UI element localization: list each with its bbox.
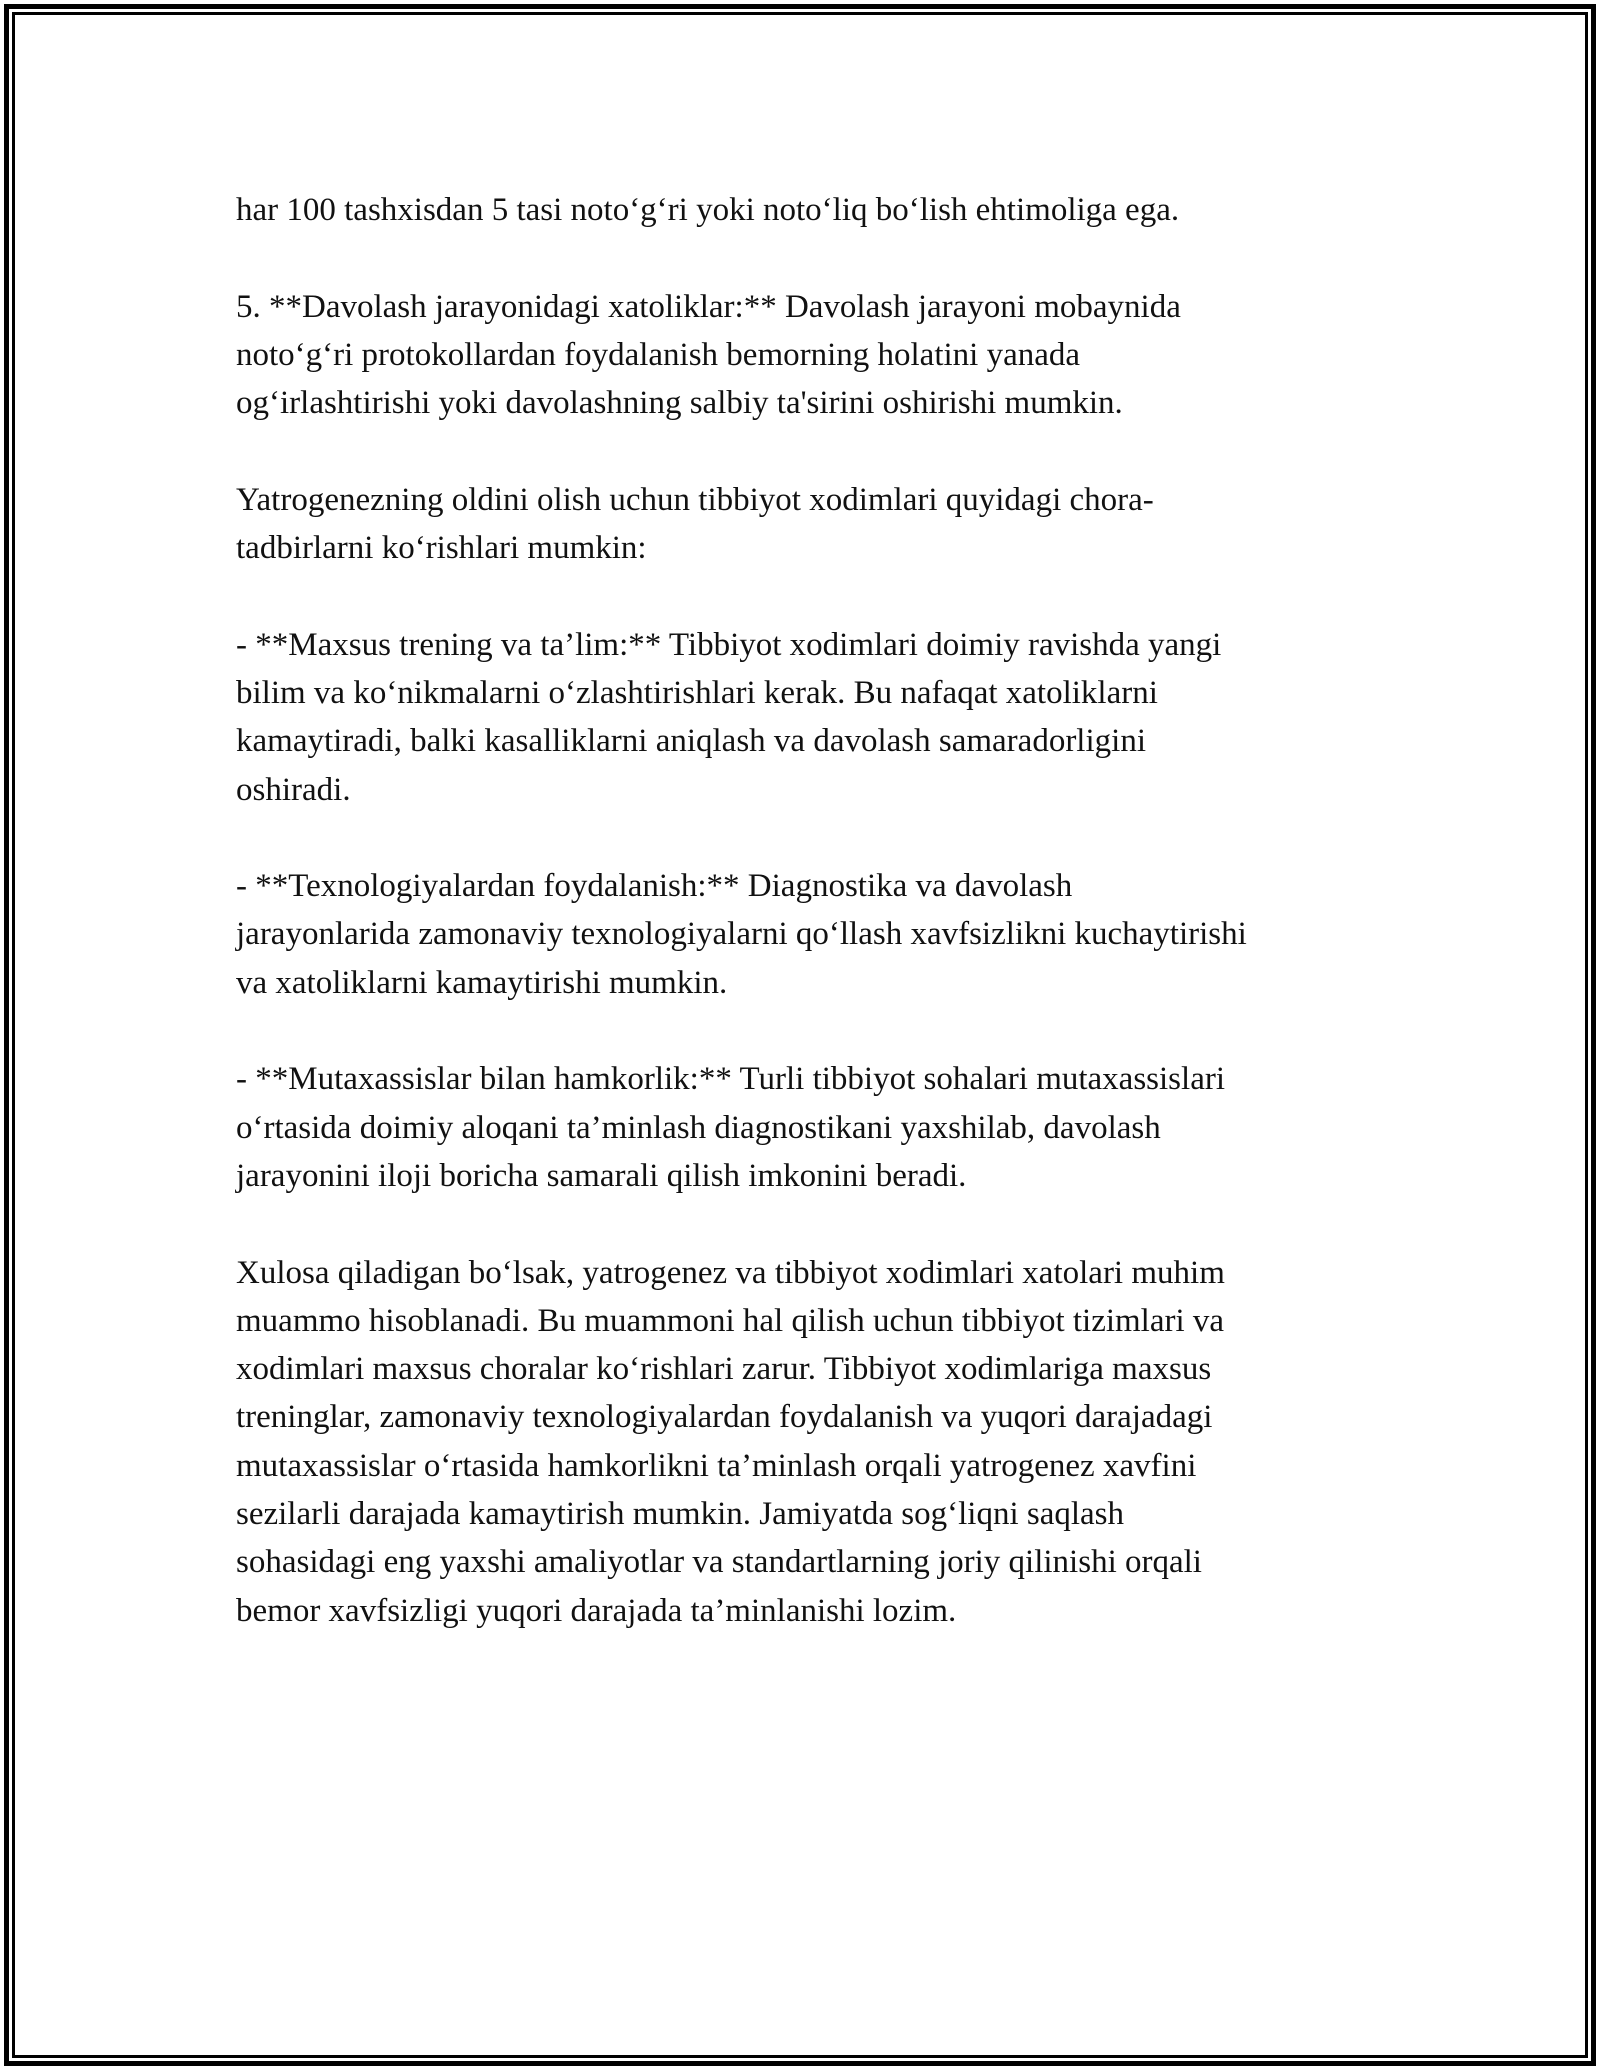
document-body (236, 186, 1386, 1683)
paragraph-conclusion: Xulosa qiladigan bo‘lsak, yatrogenez va tibbiyot xodimlari xatolari muhim muammo hisoblanadi. Bu muammoni hal qilish uchun tibbiyot tizimlari va xodimlari maxsus choralar ko‘rishlari zarur. Tibbiyot xodimlariga maxsus treninglar, zamonaviy texnologiyalardan foydalanish va yuqori darajadagi mutaxassislar o‘rtasida hamkorlikni ta’minlash orqali yatrogenez xavfini sezilarli darajada kamaytirish mumkin. Jamiyatda sog‘liqni saqlash sohasidagi eng yaxshi amaliyotlar va standartlarning joriy qilinishi orqali bemor xavfsizligi yuqori darajada ta’minlanishi lozim. (236, 1254, 1225, 1629)
paragraph-prevention-intro: Yatrogenezning oldini olish uchun tibbiyot xodimlari quyidagi chora- tadbirlarni ko‘rishlari mumkin: (236, 481, 1154, 567)
paragraph-treatment-errors: 5. **Davolash jarayonidagi xatoliklar:** Davolash jarayoni mobaynida noto‘g‘ri protokollardan foydalanish bemorning holatini yanada og‘irlashtirishi yoki davolashning salbiy ta'sirini oshirishi mumkin. (236, 288, 1181, 422)
paragraph-collaboration: - **Mutaxassislar bilan hamkorlik:** Turli tibbiyot sohalari mutaxassislari o‘rtasida doimiy aloqani ta’minlash diagnostikani yaxshilab, davolash jarayonini iloji boricha samarali qilish imkonini beradi. (236, 1061, 1226, 1194)
paragraph-technology: - **Texnologiyalardan foydalanish:** Diagnostika va davolash jarayonlarida zamonaviy texnologiyalarni qo‘llash xavfsizlikni kuchaytirishi va xatoliklarni kamaytirishi mumkin. (236, 868, 1247, 1001)
paragraph-diagnosis-probability: har 100 tashxisdan 5 tasi noto‘g‘ri yoki noto‘liq bo‘lish ehtimoliga ega. (236, 192, 1180, 228)
paragraph-training: - **Maxsus trening va ta’lim:** Tibbiyot xodimlari doimiy ravishda yangi bilim va ko‘nikmalarni o‘zlashtirishlari kerak. Bu nafaqat xatoliklarni kamaytiradi, balki kasalliklarni aniqlash va davolash samaradorligini oshiradi. (236, 626, 1222, 808)
